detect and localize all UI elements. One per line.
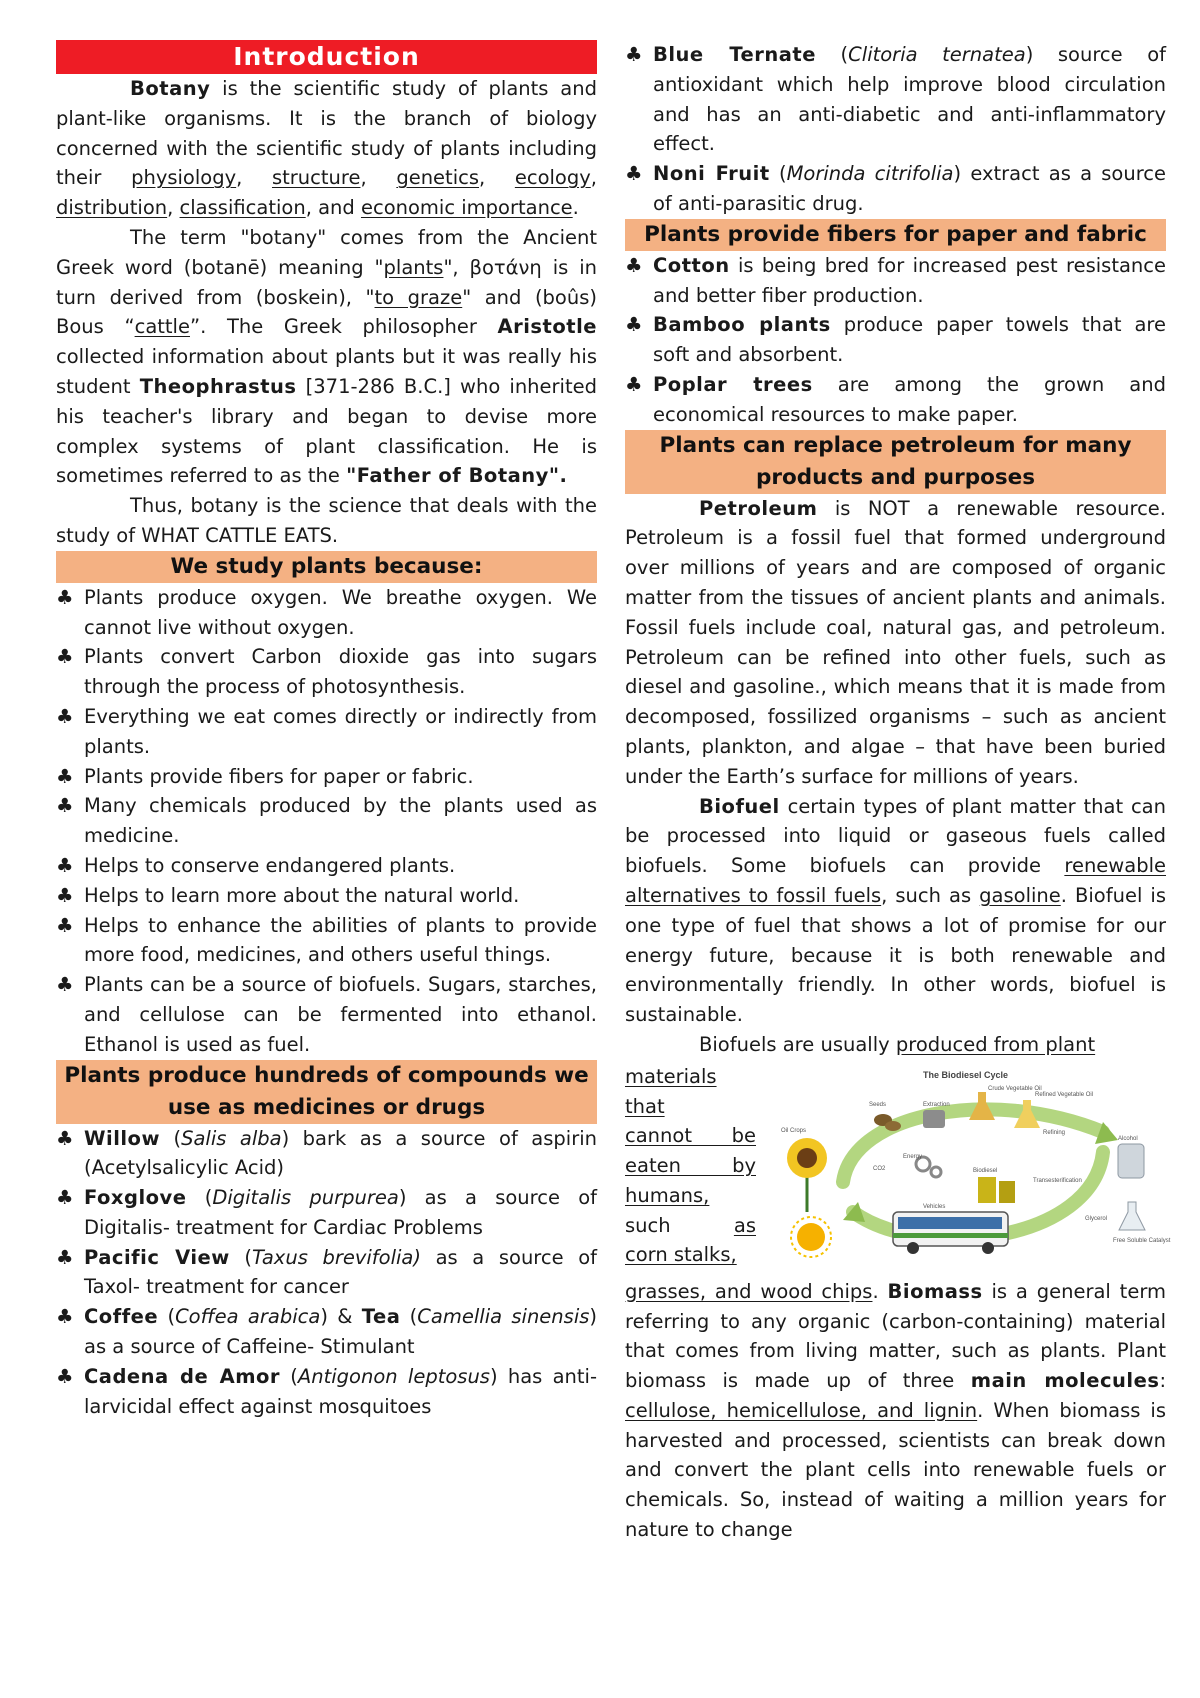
list-item: ♣ Pacific View (Taxus brevifolia) as a source of Taxol- treatment for cancer [56, 1243, 597, 1303]
club-bullet-icon: ♣ [56, 1364, 74, 1388]
theophrastus-name: Theophrastus [139, 374, 297, 398]
club-bullet-icon: ♣ [56, 853, 74, 877]
club-bullet-icon: ♣ [56, 704, 74, 728]
fiber-list [625, 251, 1166, 430]
club-bullet-icon: ♣ [56, 585, 74, 609]
list-item: ♣ Plants can be a source of biofuels. Sugars, starches, and cellulose can be fermented into ethanol. Ethanol is used as fuel. [56, 970, 597, 1059]
list-item: ♣ Cotton is being bred for increased pest resistance and better fiber production. [625, 251, 1166, 311]
club-bullet-icon: ♣ [625, 162, 643, 186]
biofuels-paragraph-start: Biofuels are usually produced from plant [699, 1032, 1096, 1056]
figure-title: The Biodiesel Cycle [923, 1069, 1009, 1080]
label-alcohol: Alcohol [1118, 1135, 1138, 1142]
label-biodiesel: Biodiesel [973, 1167, 998, 1174]
to-graze-word: to graze [374, 285, 463, 309]
label-seeds: Seeds [869, 1101, 887, 1108]
list-item: ♣ Poplar trees are among the grown and economical resources to make paper. [625, 370, 1166, 430]
bus-icon [893, 1212, 1008, 1254]
intro-paragraph-1: Botany is the scientific study of plants and plant-like organisms. It is the branch of biology concerned with the scientific study of plants including their physiology, structure, genetics, ecology, distribution, classification, and economic importance. [56, 77, 597, 220]
economic-importance-link: economic importance [360, 196, 573, 220]
list-item: ♣ Everything we eat comes directly or indirectly from plants. [56, 702, 597, 762]
label-transesterification: Transesterification [1033, 1177, 1082, 1184]
label-oil-crops: Oil Crops [781, 1127, 807, 1134]
alcohol-tank-icon [1118, 1144, 1144, 1178]
label-extraction: Extraction [923, 1101, 950, 1108]
fibers-heading: Plants provide fibers for paper and fabric [625, 219, 1166, 251]
medicine-list [56, 1124, 597, 1422]
biodiesel-barrel-icon [999, 1181, 1015, 1203]
genetics-link: genetics [396, 166, 480, 190]
father-of-botany: "Father of Botany". [346, 464, 568, 488]
club-bullet-icon: ♣ [56, 794, 74, 818]
club-bullet-icon: ♣ [56, 1305, 74, 1329]
list-item: ♣ Helps to learn more about the natural world. [56, 881, 597, 911]
study-plants-heading: We study plants because: [56, 551, 597, 583]
structure-link: structure [271, 166, 361, 190]
cattle-word: cattle [134, 315, 190, 339]
list-item: ♣ Blue Ternate (Clitoria ternatea) source of antioxidant which help improve blood circulation and has an anti-diabetic and anti-inflammatory effect. [625, 40, 1166, 159]
sun-icon [791, 1217, 831, 1257]
club-bullet-icon: ♣ [625, 372, 643, 396]
petroleum-paragraph: Petroleum is NOT a renewable resource. Petroleum is a fossil fuel that formed underground over millions of years and are composed of organic matter from the tissues of ancient plants and animals. Fossil fuels include coal, natural gas, and petroleum. Petroleum can be refined into other fuels, such as diesel and gasoline., which means that it is made from decomposed, fossilized organisms – such as ancient plants, plankton, and algae – that have been buried under the Earth’s surface for millions of years. [625, 496, 1166, 788]
study-reasons-list [56, 583, 597, 1060]
label-refined-oil: Refined Vegetable Oil [1035, 1091, 1094, 1098]
club-bullet-icon: ♣ [56, 1245, 74, 1269]
biofuel-paragraph: Biofuel certain types of plant matter that can be processed into liquid or gaseous fuels called biofuels. Some biofuels can provide renewable alternatives to fossil fuels, such as gasoline. Biofuel is one type of fuel that shows a lot of promise for our energy future, because it is both renewable and environmentally friendly. In other words, biofuel is sustainable. [625, 794, 1166, 1027]
list-item: ♣ Plants convert Carbon dioxide gas into sugars through the process of photosynthesis. [56, 642, 597, 702]
distribution-link: distribution [56, 196, 168, 220]
list-item: ♣ Helps to enhance the abilities of plants to provide more food, medicines, and others useful things. [56, 911, 597, 971]
label-vehicles: Vehicles [923, 1203, 946, 1210]
intro-paragraph-2: The term "botany" comes from the Ancient Greek word (botanē) meaning "plants", βοτάνη is in turn derived from (boskein), "to graze" and (boûs) Bous “cattle”. The Greek philosopher Aristotle collected information about plants but it was really his student Theophrastus [371-286 B.C.] who inherited his teacher's library and began to devise more complex systems of plant classification. He is sometimes referred to as the "Father of Botany". [56, 225, 597, 488]
club-bullet-icon: ♣ [56, 973, 74, 997]
list-item: ♣ Cadena de Amor (Antigonon leptosus) has anti-larvicidal effect against mosquitoes [56, 1362, 597, 1422]
label-co2: CO2 [873, 1165, 886, 1172]
physiology-link: physiology [131, 166, 237, 190]
club-bullet-icon: ♣ [56, 1186, 74, 1210]
extraction-machine-icon [923, 1110, 945, 1128]
list-item: ♣ Helps to conserve endangered plants. [56, 851, 597, 881]
club-bullet-icon: ♣ [56, 764, 74, 788]
list-item: ♣ Bamboo plants produce paper towels that are soft and absorbent. [625, 310, 1166, 370]
biodiesel-barrel-icon [978, 1177, 996, 1203]
botany-term: Botany [130, 77, 211, 100]
biodiesel-cycle-figure [773, 1062, 1171, 1272]
list-item: ♣ Foxglove (Digitalis purpurea) as a source of Digitalis- treatment for Cardiac Problems [56, 1183, 597, 1243]
glycerol-flask-icon [1119, 1202, 1145, 1230]
club-bullet-icon: ♣ [625, 43, 643, 66]
intro-paragraph-3: Thus, botany is the science that deals with the study of WHAT CATTLE EATS. [56, 494, 597, 547]
medicines-heading: Plants produce hundreds of compounds we use as medicines or drugs [56, 1060, 597, 1124]
left-column [56, 40, 597, 1421]
medicine-list-continued [625, 40, 1166, 219]
right-column [625, 40, 1171, 1545]
club-bullet-icon: ♣ [56, 883, 74, 907]
biofuels-paragraph-end: grasses, and wood chips. Biomass is a general term referring to any organic (carbon-containing) material that comes from living matter, such as plants. Plant biomass is made up of three main molecules: cellulose, hemicellulose, and lignin. When biomass is harvested and processed, scientists can break down and convert the plant cells into renewable fuels or chemicals. So, instead of waiting a million years for nature to change [625, 1279, 1167, 1542]
list-item: ♣ Many chemicals produced by the plants used as medicine. [56, 791, 597, 851]
list-item: ♣ Noni Fruit (Morinda citrifolia) extract as a source of anti-parasitic drug. [625, 159, 1166, 219]
aristotle-name: Aristotle [497, 315, 597, 339]
sunflower-icon [787, 1138, 827, 1212]
label-crude-oil: Crude Vegetable Oil [988, 1085, 1042, 1092]
club-bullet-icon: ♣ [56, 645, 74, 669]
list-item: ♣ Willow (Salis alba) bark as a source of aspirin (Acetylsalicylic Acid) [56, 1124, 597, 1184]
list-item: ♣ Plants produce oxygen. We breathe oxygen. We cannot live without oxygen. [56, 583, 597, 643]
plants-word: plants [383, 255, 444, 279]
label-catalyst: Free Soluble Catalyst [1113, 1237, 1171, 1244]
label-energy: Energy [903, 1153, 923, 1160]
label-refining: Refining [1043, 1129, 1066, 1136]
ecology-link: ecology [514, 166, 591, 190]
list-item: ♣ Plants provide fibers for paper or fabric. [56, 762, 597, 792]
club-bullet-icon: ♣ [56, 913, 74, 937]
wrapped-text: materials that cannot be eaten by humans, such as corn stalks, [625, 1064, 756, 1267]
club-bullet-icon: ♣ [625, 253, 643, 277]
label-glycerol: Glycerol [1085, 1215, 1108, 1222]
list-item: ♣ Coffee (Coffea arabica) & Tea (Camellia sinensis) as a source of Caffeine- Stimulant [56, 1302, 597, 1362]
gear-icon [931, 1167, 941, 1177]
club-bullet-icon: ♣ [56, 1126, 74, 1150]
petroleum-heading: Plants can replace petroleum for many products and purposes [625, 430, 1166, 494]
figure-wrap [625, 1062, 1171, 1277]
seeds-icon [885, 1121, 901, 1131]
club-bullet-icon: ♣ [625, 313, 643, 337]
introduction-heading: Introduction [56, 40, 597, 74]
classification-link: classification [179, 196, 306, 220]
